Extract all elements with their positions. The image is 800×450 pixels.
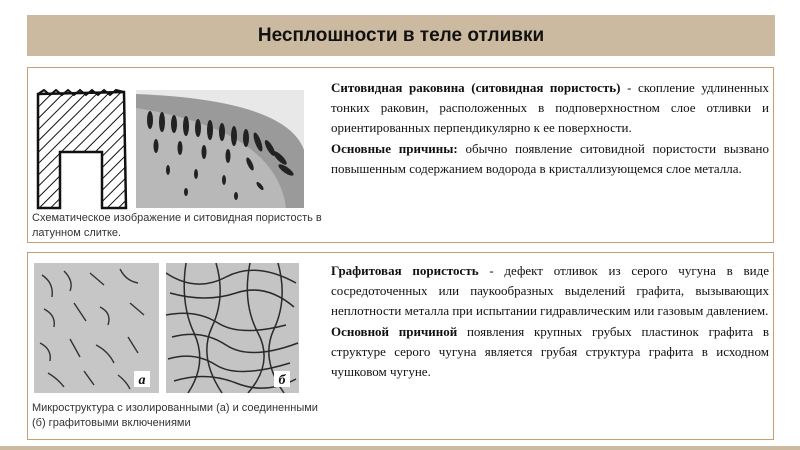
- microstructure-isolated-photo: [34, 263, 159, 393]
- sieve-porosity-term: Ситовидная раковина (ситовидная пористость): [331, 80, 621, 95]
- sieve-porosity-photo: [136, 90, 304, 208]
- graphite-porosity-definition: Графитовая пористость - дефект отливок из серого чугуна в виде сосредоточенных или паукообразных выделений графита, вызывающих неплотности металла при испытании гидравлическим или газовым давлением.: [331, 263, 769, 319]
- sieve-porosity-caption: Схематическое изображение и ситовидная пористость в латунном слитке.: [32, 212, 322, 239]
- label-a: а: [138, 373, 146, 388]
- title-bar: [27, 15, 775, 56]
- graphite-porosity-caption: Микроструктура с изолированными (а) и соединенными (б) графитовыми включениями: [32, 402, 318, 429]
- microstructure-connected-photo: [166, 263, 299, 393]
- graphite-porosity-description: [331, 261, 769, 382]
- causes-label: Основные причины:: [331, 140, 458, 156]
- main-cause-label: Основной причиной: [331, 323, 458, 339]
- schematic-cross-section-image: [34, 88, 129, 210]
- label-b: б: [278, 373, 286, 388]
- sieve-porosity-description: [331, 78, 769, 179]
- panel-graphite-porosity: [27, 252, 774, 440]
- footer-bar: [0, 446, 800, 450]
- panel-sieve-porosity: [27, 67, 774, 243]
- graphite-porosity-term: Графитовая пористость: [331, 263, 479, 278]
- sieve-porosity-definition: Ситовидная раковина (ситовидная пористость) - скопление удлиненных тонких раковин, расположенных в подповерхностном слое отливки и ориентированных перпендикулярно к ее поверхности.: [331, 80, 769, 136]
- page-title: Несплошности в теле отливки: [257, 24, 545, 46]
- sieve-porosity-causes: Основные причины: обычно появление ситовидной пористости вызвано повышенным содержанием водорода в кристаллизующемся слое металла.: [331, 140, 769, 176]
- graphite-porosity-causes: Основной причиной появления крупных грубых пластинок графита в структуре серого чугуна является грубая структура графита в исходном чушковом чугуне.: [331, 323, 769, 380]
